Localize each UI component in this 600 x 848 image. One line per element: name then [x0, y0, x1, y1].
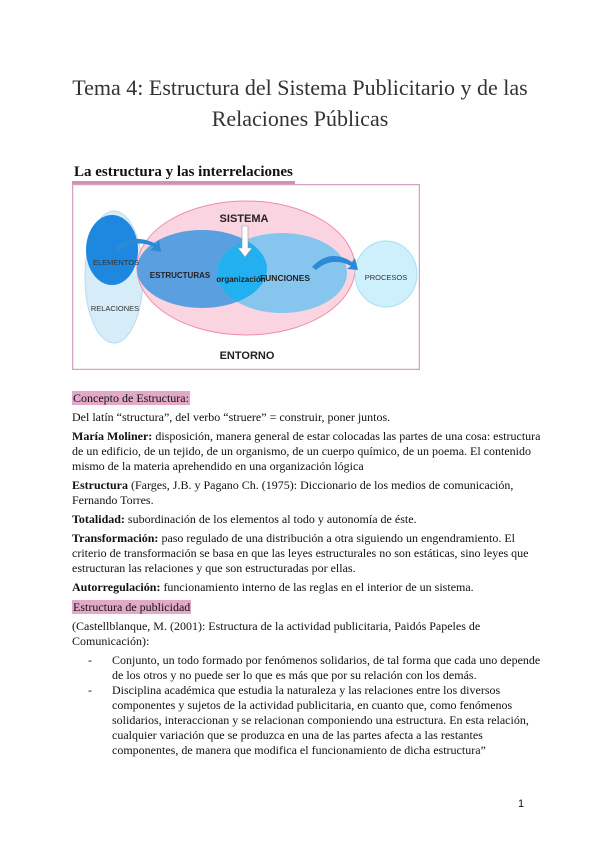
list-item: - Disciplina académica que estudia la naturaleza y las relaciones entre los diversos componentes y sujetos de la actividad publicitaria, en cuanto que, como fenómenos solidarios, interaccionan y se relacionan componiendo una estructura. En esta relación, cualquier variación que se produzca en una de las partes afecta a las restantes componentes, de manera que modifica el funcionamiento de dicha estructura”: [112, 683, 542, 758]
publicidad-section: [72, 600, 542, 758]
definition: María Moliner: disposición, manera general de estar colocadas las partes de una cosa: estructura de un edificio, de un tejido, de un organismo, de un cuerpo químico, de un poema. El contenido mismo de la materia aprehendido en una organización lógica: [72, 429, 541, 473]
label-entorno: ENTORNO: [219, 350, 275, 362]
label-estructuras: ESTRUCTURAS: [149, 271, 211, 280]
section-heading: La estructura y las interrelaciones: [72, 163, 295, 184]
definition: Transformación: paso regulado de una distribución a otra siguiendo un engendramiento. El criterio de transformación se basa en que las leyes estructurales no son estáticas, sino leyes que estructuran las relaciones y que son estructuradas por ellas.: [72, 531, 529, 575]
elementos-ellipse: [86, 215, 138, 285]
publicidad-heading: Estructura de publicidad: [73, 600, 191, 614]
label-organizacion: organización: [216, 275, 266, 284]
structure-diagram: [72, 184, 420, 370]
definition: Estructura (Farges, J.B. y Pagano Ch. (1975): Diccionario de los medios de comunicación, Fernando Torres.: [72, 478, 514, 507]
label-sistema: SISTEMA: [219, 213, 269, 225]
label-procesos: PROCESOS: [364, 273, 408, 282]
concepto-intro: Del latín “structura”, del verbo “struere” = construir, poner juntos.: [72, 410, 391, 424]
label-elementos: ELEMENTOS: [92, 258, 140, 267]
definition: Autorregulación: funcionamiento interno de las reglas en el interior de un sistema.: [72, 580, 474, 594]
citation: (Castellblanque, M. (2001): Estructura de la actividad publicitaria, Paidós Papeles de Comunicación):: [72, 619, 481, 648]
concepto-heading: Concepto de Estructura:: [73, 391, 189, 405]
label-funciones: FUNCIONES: [259, 273, 311, 283]
label-relaciones: RELACIONES: [90, 304, 140, 313]
bullet-list: [72, 653, 542, 758]
page-title: Tema 4: Estructura del Sistema Publicitario y de las Relaciones Públicas: [72, 75, 528, 131]
list-item: - Conjunto, un todo formado por fenómenos solidarios, de tal forma que cada uno depende de los otros y no puede ser lo que es más que por su relación con los demás.: [112, 653, 542, 683]
concepto-section: [72, 391, 542, 599]
definition: Totalidad: subordinación de los elementos al todo y autonomía de éste.: [72, 512, 417, 526]
page-number: 1: [518, 798, 525, 810]
